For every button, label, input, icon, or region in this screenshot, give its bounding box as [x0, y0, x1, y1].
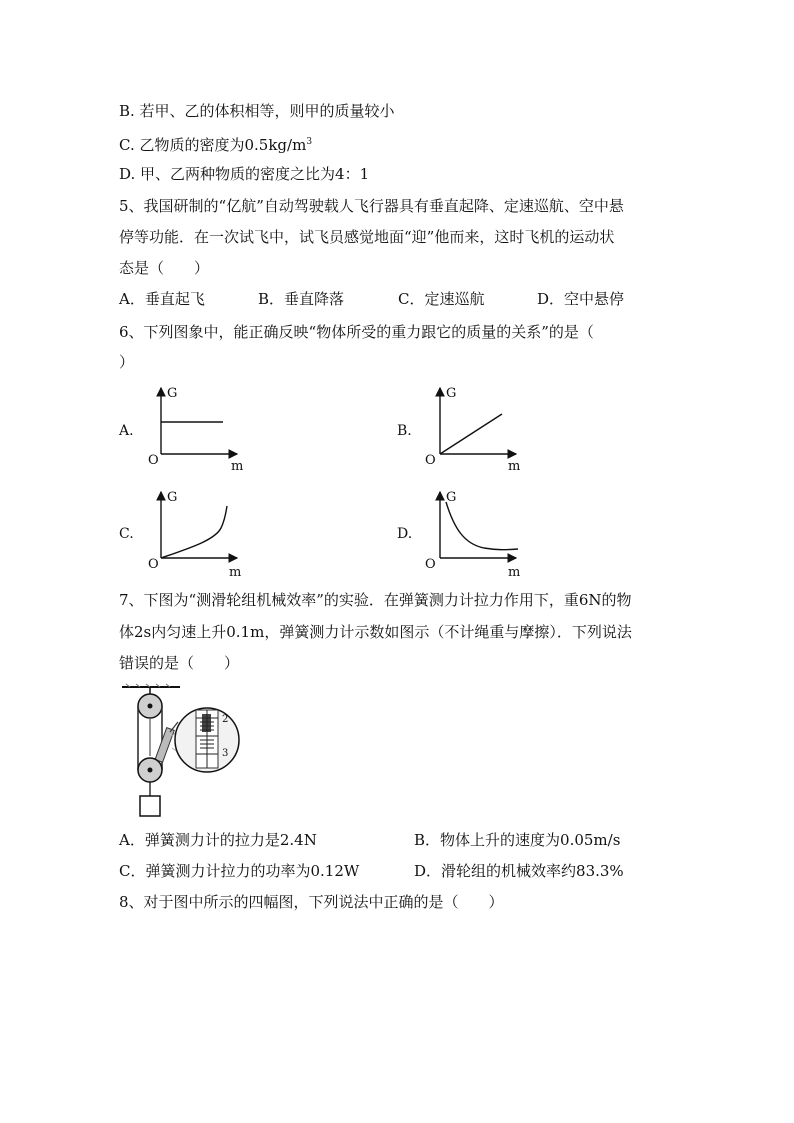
graph-d-curve — [446, 502, 518, 550]
q6-stem-line1: 6、下列图象中，能正确反映“物体所受的重力跟它的质量的关系”的是（ — [119, 323, 594, 341]
q5-stem-line1: 5、我国研制的“亿航”自动驾驶载人飞行器具有垂直起降、定速巡航、空中悬 — [119, 197, 624, 215]
q7-option-a: A．弹簧测力计的拉力是2.4N — [119, 831, 317, 849]
q5-option-a: A．垂直起飞 — [119, 290, 205, 308]
scale-tick-2: 2 — [222, 714, 229, 725]
spring-scale — [155, 728, 174, 763]
graph-b-curve — [440, 414, 502, 454]
q5-option-b: B．垂直降落 — [258, 290, 345, 308]
q4-option-c-sup: 3 — [306, 137, 313, 147]
y-axis-label: G — [167, 490, 178, 505]
origin-label: O — [148, 557, 159, 572]
graph-c-curve — [161, 506, 227, 558]
q7-stem-line3: 错误的是（ ） — [119, 654, 240, 672]
q7-option-c: C．弹簧测力计拉力的功率为0.12W — [119, 862, 360, 880]
scale-tick-3: 3 — [222, 748, 229, 759]
q6-graph-c — [145, 488, 245, 578]
x-axis-label: m — [508, 459, 521, 474]
q5-option-d: D．空中悬停 — [537, 290, 625, 308]
q7-option-b: B．物体上升的速度为0.05m/s — [414, 831, 621, 849]
q5-option-c: C．定速巡航 — [398, 290, 485, 308]
weight-block — [140, 796, 160, 816]
q4-option-c-text: C. 乙物质的密度为0.5kg/m — [119, 136, 307, 154]
x-axis-label: m — [508, 565, 521, 580]
q6-graph-a — [145, 384, 245, 474]
origin-label: O — [148, 453, 159, 468]
q6-graph-d-label: D. — [397, 526, 413, 542]
origin-label: O — [425, 557, 436, 572]
q5-stem-line2: 停等功能．在一次试飞中，试飞员感觉地面“迎”他而来，这时飞机的运动状 — [119, 228, 615, 246]
y-axis-label: G — [446, 386, 457, 401]
q6-graph-b — [424, 384, 524, 474]
y-axis-label: G — [446, 490, 457, 505]
origin-label: O — [425, 453, 436, 468]
y-axis-label: G — [167, 386, 178, 401]
q6-graph-b-label: B. — [397, 423, 412, 439]
q7-stem-line2: 体2s内匀速上升0.1m，弹簧测力计示数如图示（不计绳重与摩擦）．下列说法 — [119, 623, 632, 641]
q4-option-d: D. 甲、乙两种物质的密度之比为4：1 — [119, 165, 370, 183]
q6-stem-line2: ） — [119, 353, 135, 371]
q7-stem-line1: 7、下图为“测滑轮组机械效率”的实验．在弹簧测力计拉力作用下，重6N的物 — [119, 591, 632, 609]
q4-option-b: B. 若甲、乙的体积相等，则甲的质量较小 — [119, 102, 395, 120]
q6-graph-a-label: A. — [119, 423, 134, 439]
x-axis-label: m — [229, 565, 242, 580]
q7-option-d: D．滑轮组的机械效率约83.3% — [414, 862, 624, 880]
q5-stem-line3: 态是（ ） — [119, 259, 210, 277]
q4-option-c — [119, 132, 312, 155]
q8-stem-line1: 8、对于图中所示的四幅图，下列说法中正确的是（ ） — [119, 893, 504, 911]
x-axis-label: m — [231, 459, 244, 474]
q6-graph-d — [424, 488, 524, 578]
q6-graph-c-label: C. — [119, 526, 134, 542]
pulley-apparatus-figure — [118, 684, 248, 824]
